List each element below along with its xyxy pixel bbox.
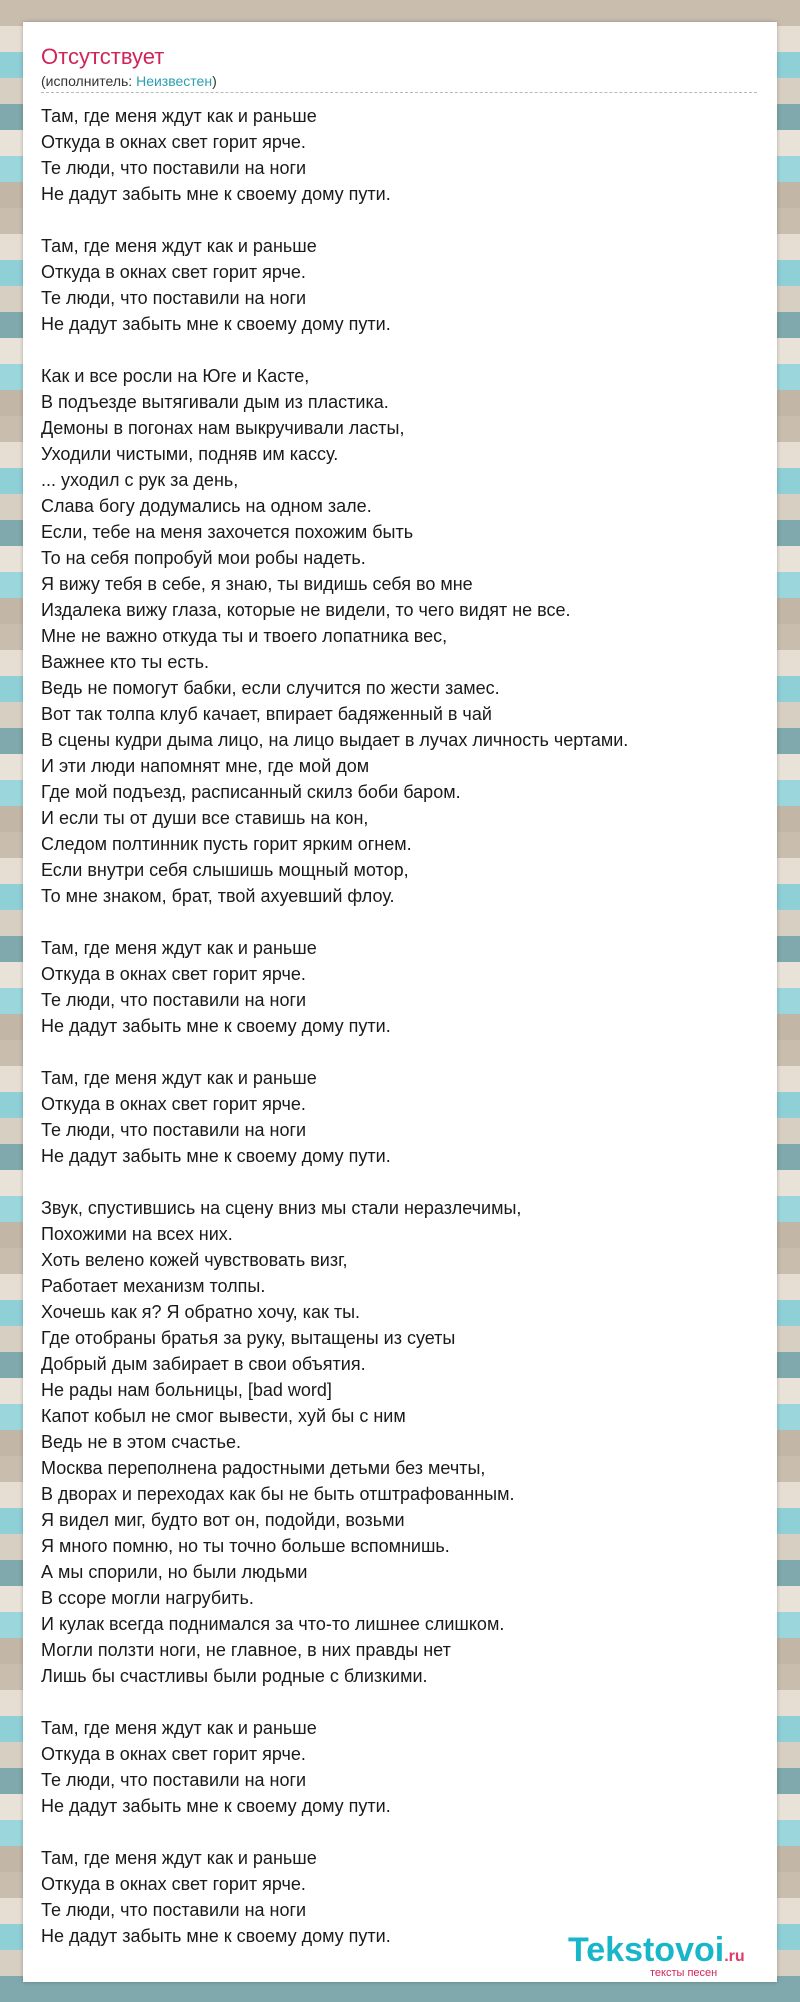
lyric-line: А мы спорили, но были людьми bbox=[41, 1562, 308, 1582]
lyrics-stanza bbox=[41, 1195, 761, 1689]
lyrics-card bbox=[23, 22, 777, 1982]
lyric-line: Москва переполнена радостными детьми без мечты, bbox=[41, 1458, 486, 1478]
lyric-line: Те люди, что поставили на ноги bbox=[41, 1900, 307, 1920]
lyric-line: Я вижу тебя в себе, я знаю, ты видишь себя во мне bbox=[41, 574, 473, 594]
lyric-line: Откуда в окнах свет горит ярче. bbox=[41, 1094, 306, 1114]
lyric-line: Откуда в окнах свет горит ярче. bbox=[41, 1874, 306, 1894]
lyric-line: Слава богу додумались на одном зале. bbox=[41, 496, 372, 516]
song-header bbox=[41, 42, 757, 93]
lyric-line: Не дадут забыть мне к своему дому пути. bbox=[41, 1146, 391, 1166]
lyric-line: Откуда в окнах свет горит ярче. bbox=[41, 964, 306, 984]
lyric-line: Как и все росли на Юге и Касте, bbox=[41, 366, 310, 386]
artist-line bbox=[41, 72, 757, 90]
lyric-line: Не дадут забыть мне к своему дому пути. bbox=[41, 1016, 391, 1036]
lyric-line: Не дадут забыть мне к своему дому пути. bbox=[41, 1926, 391, 1946]
lyric-line: Демоны в погонах нам выкручивали ласты, bbox=[41, 418, 405, 438]
lyric-line: Я видел миг, будто вот он, подойди, возьми bbox=[41, 1510, 405, 1530]
lyric-line: Если внутри себя слышишь мощный мотор, bbox=[41, 860, 409, 880]
lyric-line: Хоть велено кожей чувствовать визг, bbox=[41, 1250, 348, 1270]
lyric-line: Там, где меня ждут как и раньше bbox=[41, 1718, 317, 1738]
lyric-line: Добрый дым забирает в свои объятия. bbox=[41, 1354, 366, 1374]
lyric-line: Похожими на всех них. bbox=[41, 1224, 233, 1244]
lyric-line: Уходили чистыми, подняв им кассу. bbox=[41, 444, 339, 464]
lyrics-stanza bbox=[41, 1065, 761, 1169]
lyric-line: Не рады нам больницы, [bad word] bbox=[41, 1380, 332, 1400]
lyrics-stanza bbox=[41, 935, 761, 1039]
lyric-line: В сцены кудри дыма лицо, на лицо выдает в лучах личность чертами. bbox=[41, 730, 629, 750]
lyrics-stanza bbox=[41, 233, 761, 337]
lyric-line: То на себя попробуй мои робы надеть. bbox=[41, 548, 366, 568]
lyric-line: Те люди, что поставили на ноги bbox=[41, 1120, 307, 1140]
logo-tld: .ru bbox=[724, 1948, 745, 1965]
lyric-line: И кулак всегда поднимался за что-то лишнее слишком. bbox=[41, 1614, 505, 1634]
lyric-line: В дворах и переходах как бы не быть отштрафованным. bbox=[41, 1484, 515, 1504]
lyric-line: Там, где меня ждут как и раньше bbox=[41, 236, 317, 256]
lyrics-stanza bbox=[41, 103, 761, 207]
artist-link[interactable]: Неизвестен bbox=[136, 73, 213, 89]
lyric-line: Важнее кто ты есть. bbox=[41, 652, 209, 672]
lyric-line: Где мой подъезд, расписанный скилз боби баром. bbox=[41, 782, 461, 802]
lyric-line: Там, где меня ждут как и раньше bbox=[41, 1848, 317, 1868]
lyric-line: Не дадут забыть мне к своему дому пути. bbox=[41, 1796, 391, 1816]
lyric-line: Не дадут забыть мне к своему дому пути. bbox=[41, 314, 391, 334]
lyrics-body bbox=[41, 103, 761, 1975]
site-logo[interactable] bbox=[568, 1932, 773, 1982]
lyric-line: Я много помню, но ты точно больше вспомнишь. bbox=[41, 1536, 450, 1556]
lyric-line: Хочешь как я? Я обратно хочу, как ты. bbox=[41, 1302, 361, 1322]
lyric-line: Издалека вижу глаза, которые не видели, то чего видят не все. bbox=[41, 600, 571, 620]
lyric-line: Те люди, что поставили на ноги bbox=[41, 990, 307, 1010]
logo-wordmark: Tekstovoi bbox=[568, 1931, 725, 1969]
lyric-line: И эти люди напомнят мне, где мой дом bbox=[41, 756, 370, 776]
lyrics-stanza bbox=[41, 1715, 761, 1819]
lyric-line: Могли ползти ноги, не главное, в них правды нет bbox=[41, 1640, 451, 1660]
lyric-line: Те люди, что поставили на ноги bbox=[41, 288, 307, 308]
lyric-line: В подъезде вытягивали дым из пластика. bbox=[41, 392, 389, 412]
logo-tagline: тексты песен bbox=[650, 1967, 718, 1979]
lyrics-stanza bbox=[41, 363, 761, 909]
artist-suffix: ) bbox=[212, 73, 217, 89]
lyric-line: Откуда в окнах свет горит ярче. bbox=[41, 132, 306, 152]
lyric-line: Лишь бы счастливы были родные с близкими. bbox=[41, 1666, 428, 1686]
lyric-line: Те люди, что поставили на ноги bbox=[41, 158, 307, 178]
lyric-line: Откуда в окнах свет горит ярче. bbox=[41, 1744, 306, 1764]
lyric-line: Звук, спустившись на сцену вниз мы стали неразлечимы, bbox=[41, 1198, 522, 1218]
lyric-line: Капот кобыл не смог вывести, хуй бы с ним bbox=[41, 1406, 406, 1426]
lyric-line: Там, где меня ждут как и раньше bbox=[41, 938, 317, 958]
lyric-line: Если, тебе на меня захочется похожим быть bbox=[41, 522, 414, 542]
lyric-line: Вот так толпа клуб качает, впирает бадяженный в чай bbox=[41, 704, 492, 724]
lyric-line: Следом полтинник пусть горит ярким огнем. bbox=[41, 834, 412, 854]
lyric-line: В ссоре могли нагрубить. bbox=[41, 1588, 254, 1608]
lyric-line: Ведь не помогут бабки, если случится по жести замес. bbox=[41, 678, 500, 698]
song-title: Отсутствует bbox=[41, 44, 165, 69]
lyric-line: Там, где меня ждут как и раньше bbox=[41, 1068, 317, 1088]
lyric-line: И если ты от души все ставишь на кон, bbox=[41, 808, 369, 828]
lyric-line: ... уходил с рук за день, bbox=[41, 470, 239, 490]
lyric-line: То мне знаком, брат, твой ахуевший флоу. bbox=[41, 886, 395, 906]
lyric-line: Где отобраны братья за руку, вытащены из суеты bbox=[41, 1328, 456, 1348]
lyric-line: Не дадут забыть мне к своему дому пути. bbox=[41, 184, 391, 204]
lyric-line: Мне не важно откуда ты и твоего лопатника вес, bbox=[41, 626, 448, 646]
lyric-line: Откуда в окнах свет горит ярче. bbox=[41, 262, 306, 282]
lyric-line: Те люди, что поставили на ноги bbox=[41, 1770, 307, 1790]
lyric-line: Ведь не в этом счастье. bbox=[41, 1432, 242, 1452]
lyric-line: Там, где меня ждут как и раньше bbox=[41, 106, 317, 126]
artist-prefix: (исполнитель: bbox=[41, 73, 137, 89]
lyric-line: Работает механизм толпы. bbox=[41, 1276, 266, 1296]
